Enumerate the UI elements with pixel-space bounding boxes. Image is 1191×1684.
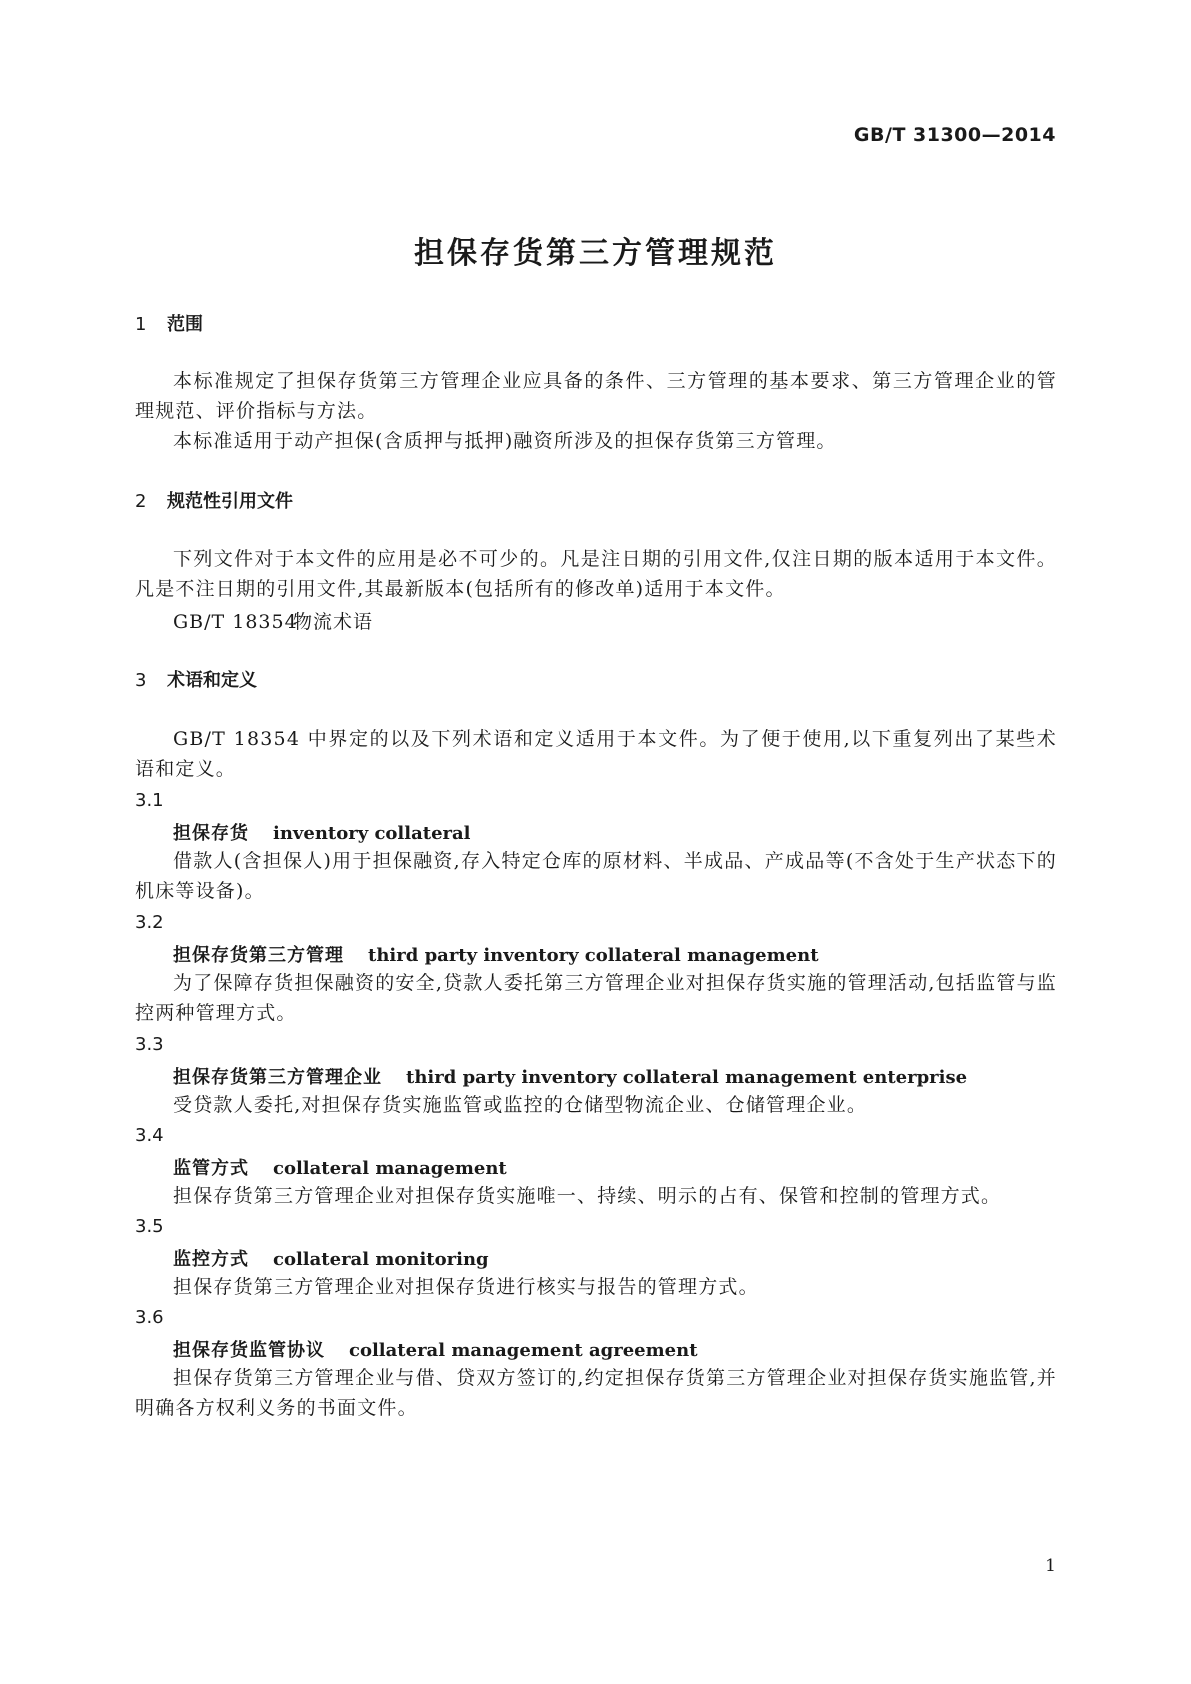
section-number: 2 [135,491,147,512]
page-number: 1 [1045,1556,1056,1576]
document-title: 担保存货第三方管理规范 [414,236,777,271]
term-en: third party inventory collateral management enterprise [406,1067,968,1088]
term-number: 3.4 [135,1125,164,1146]
term-definition: 担保存货第三方管理企业对担保存货进行核实与报告的管理方式。 [173,1276,759,1298]
term-en: collateral management agreement [349,1340,698,1361]
section-number: 1 [135,314,147,335]
term-number: 3.3 [135,1034,164,1055]
term-heading [173,941,819,967]
standard-code: GB/T 31300—2014 [853,124,1056,146]
section-1-paragraph-1: 本标准规定了担保存货第三方管理企业应具备的条件、三方管理的基本要求、第三方管理企业的管理规范、评价指标与方法。 [135,370,1057,422]
section-3-paragraph-1: GB/T 18354 中界定的以及下列术语和定义适用于本文件。为了便于使用,以下重复列出了某些术语和定义。 [135,728,1057,780]
term-zh: 担保存货 [173,823,249,844]
term-definition: 担保存货第三方管理企业与借、贷双方签订的,约定担保存货第三方管理企业对担保存货实施监管,并明确各方权利义务的书面文件。 [135,1367,1057,1419]
reference-code: GB/T 18354 [173,611,298,633]
term-number: 3.2 [135,912,164,933]
term-number: 3.1 [135,790,164,811]
term-zh: 担保存货第三方管理 [173,945,344,966]
term-zh: 监管方式 [173,1158,249,1179]
term-number: 3.6 [135,1307,164,1328]
section-title: 范围 [167,314,203,335]
section-title: 术语和定义 [167,670,257,691]
term-heading [173,819,471,845]
term-zh: 担保存货第三方管理企业 [173,1067,382,1088]
term-en: inventory collateral [273,823,471,844]
section-number: 3 [135,670,147,691]
term-en: third party inventory collateral management [368,945,819,966]
section-1-paragraph-2: 本标准适用于动产担保(含质押与抵押)融资所涉及的担保存货第三方管理。 [173,430,837,452]
term-en: collateral management [273,1158,507,1179]
term-definition: 借款人(含担保人)用于担保融资,存入特定仓库的原材料、半成品、产成品等(不含处于生产状态下的机床等设备)。 [135,850,1057,902]
term-definition: 担保存货第三方管理企业对担保存货实施唯一、持续、明示的占有、保管和控制的管理方式。 [173,1185,1002,1207]
section-title: 规范性引用文件 [167,491,293,512]
term-heading [173,1336,698,1362]
section-1-heading [135,310,203,336]
reference-title: 物流术语 [293,611,374,633]
term-definition: 为了保障存货担保融资的安全,贷款人委托第三方管理企业对担保存货实施的管理活动,包括监管与监控两种管理方式。 [135,972,1057,1024]
term-zh: 担保存货监管协议 [173,1340,325,1361]
section-2-heading [135,487,293,513]
term-heading [173,1154,507,1180]
section-3-heading [135,666,257,692]
term-en: collateral monitoring [273,1249,489,1270]
term-heading [173,1245,489,1271]
term-heading [173,1063,967,1089]
term-definition: 受贷款人委托,对担保存货实施监管或监控的仓储型物流企业、仓储管理企业。 [173,1094,868,1116]
section-2-paragraph-1: 下列文件对于本文件的应用是必不可少的。凡是注日期的引用文件,仅注日期的版本适用于本文件。凡是不注日期的引用文件,其最新版本(包括所有的修改单)适用于本文件。 [135,548,1057,600]
normative-reference [173,607,373,634]
term-number: 3.5 [135,1216,164,1237]
term-zh: 监控方式 [173,1249,249,1270]
